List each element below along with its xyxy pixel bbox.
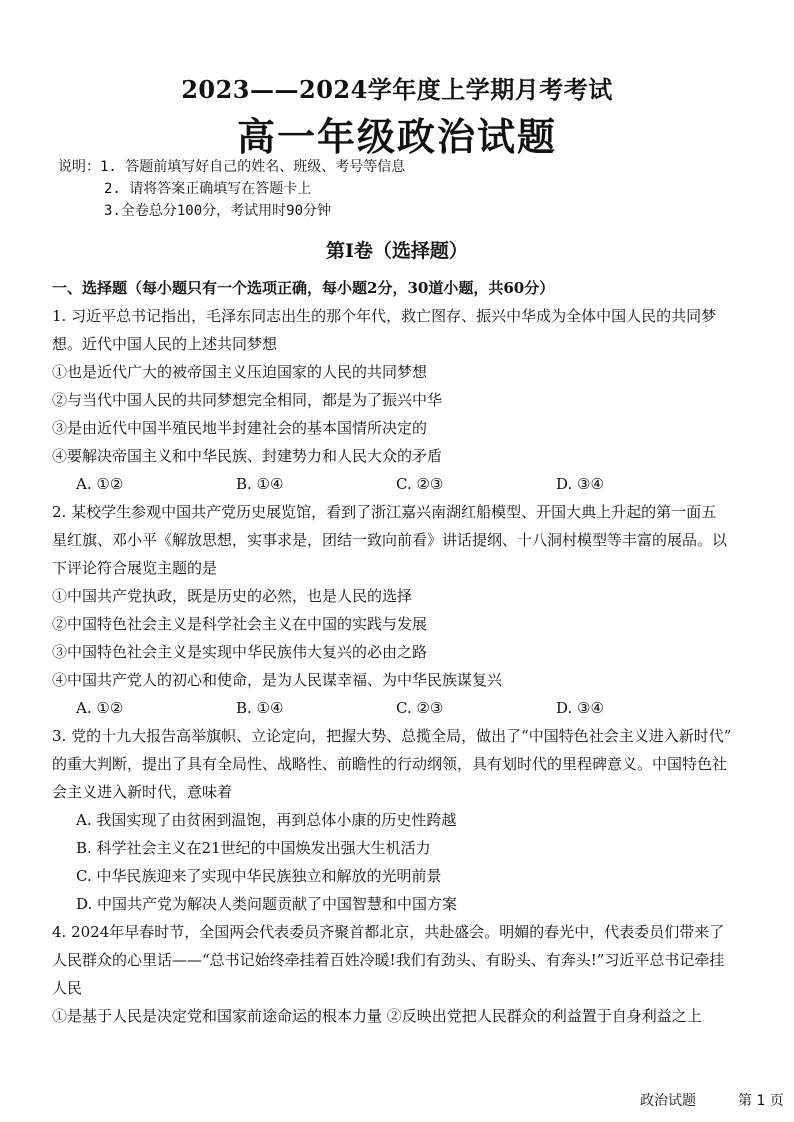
question-3: [52, 722, 792, 918]
questions: [52, 274, 792, 1030]
statement: ②中国特色社会主义是科学社会主义在中国的实践与发展: [52, 615, 428, 633]
statement: ③中国特色社会主义是实现中华民族伟大复兴的必由之路: [52, 643, 428, 661]
question-stem: 下评论符合展览主题的是: [52, 559, 218, 577]
question-stem: 会主义进入新时代，意味着: [52, 783, 233, 801]
option-c: C. ②③: [396, 699, 444, 717]
question-stem: 想。近代中国人民的上述共同梦想: [52, 335, 278, 353]
question-stem: 人民: [52, 979, 83, 997]
question-2: [52, 498, 792, 722]
question-stem: 的重大判断，提出了具有全局性、战略性、前瞻性的行动纲领，具有划时代的里程碑意义。中国特色社: [52, 755, 728, 773]
statement: ④要解决帝国主义和中华民族、封建势力和人民大众的矛盾: [52, 447, 443, 465]
answer-options: [52, 694, 792, 722]
answer-options: [52, 470, 792, 498]
question-stem: 2. 某校学生参观中国共产党历史展览馆，看到了浙江嘉兴南湖红船模型、开国大典上升起的第一面五: [52, 503, 717, 521]
exam-title: 高一年级政治试题: [236, 115, 557, 159]
question-stem: 星红旗、邓小平《解放思想，实事求是，团结一致向前看》讲话提纲、十八洞村模型等丰富的展品。以: [52, 531, 728, 549]
option-c: C. 中华民族迎来了实现中华民族独立和解放的光明前景: [76, 867, 442, 885]
exam-header-line1: 2023——2024学年度上学期月考考试: [181, 75, 613, 104]
question-1: [52, 302, 792, 498]
instruction-2: 2. 请将答案正确填写在答题卡上: [104, 181, 312, 197]
question-stem: 人民群众的心里话——“总书记始终牵挂着百姓冷暖!我们有劲头、有盼头、有奔头!”习近平总书记牵挂: [52, 951, 725, 969]
page-number: 第 1 页: [738, 1093, 784, 1109]
option-d: D. 中国共产党为解决人类问题贡献了中国智慧和中国方案: [76, 895, 458, 913]
instruction-1: 说明：1. 答题前填写好自己的姓名、班级、考号等信息: [58, 159, 406, 175]
instructions: [58, 156, 405, 222]
instruction-3: 3.全卷总分100分，考试用时90分钟: [104, 203, 332, 219]
footer-subject: 政治试题: [640, 1093, 696, 1109]
statement: ③是由近代中国半殖民地半封建社会的基本国情所决定的: [52, 419, 428, 437]
option-b: B. ①④: [236, 699, 284, 717]
section-title: 第Ⅰ卷（选择题）: [326, 240, 468, 262]
part-heading: 一、选择题（每小题只有一个选项正确，每小题2分，30道小题，共60分）: [52, 279, 555, 297]
statement: ①是基于人民是决定党和国家前途命运的根本力量 ②反映出党把人民群众的利益置于自身利益之上: [52, 1007, 702, 1025]
option-b: B. ①④: [236, 475, 284, 493]
statement: ①中国共产党执政，既是历史的必然，也是人民的选择: [52, 587, 413, 605]
statement: ②与当代中国人民的共同梦想完全相同，都是为了振兴中华: [52, 391, 443, 409]
option-d: D. ③④: [556, 699, 604, 717]
option-c: C. ②③: [396, 475, 444, 493]
question-4: [52, 918, 792, 1030]
statement: ④中国共产党人的初心和使命，是为人民谋幸福、为中华民族谋复兴: [52, 671, 503, 689]
question-stem: 3. 党的十九大报告高举旗帜、立论定向，把握大势、总揽全局，做出了“中国特色社会主义进入新时代”: [52, 727, 732, 745]
question-stem: 1. 习近平总书记指出，毛泽东同志出生的那个年代，救亡图存、振兴中华成为全体中国人民的共同梦: [52, 307, 717, 325]
instructions-label: 说明：: [58, 159, 100, 175]
option-d: D. ③④: [556, 475, 604, 493]
option-a: A. 我国实现了由贫困到温饱，再到总体小康的历史性跨越: [76, 811, 457, 829]
option-b: B. 科学社会主义在21世纪的中国焕发出强大生机活力: [76, 839, 431, 857]
question-stem: 4. 2024年早春时节，全国两会代表委员齐聚首都北京，共赴盛会。明媚的春光中，代表委员们带来了: [52, 923, 725, 941]
option-a: A. ①②: [76, 699, 124, 717]
statement: ①也是近代广大的被帝国主义压迫国家的人民的共同梦想: [52, 363, 428, 381]
option-a: A. ①②: [76, 475, 124, 493]
